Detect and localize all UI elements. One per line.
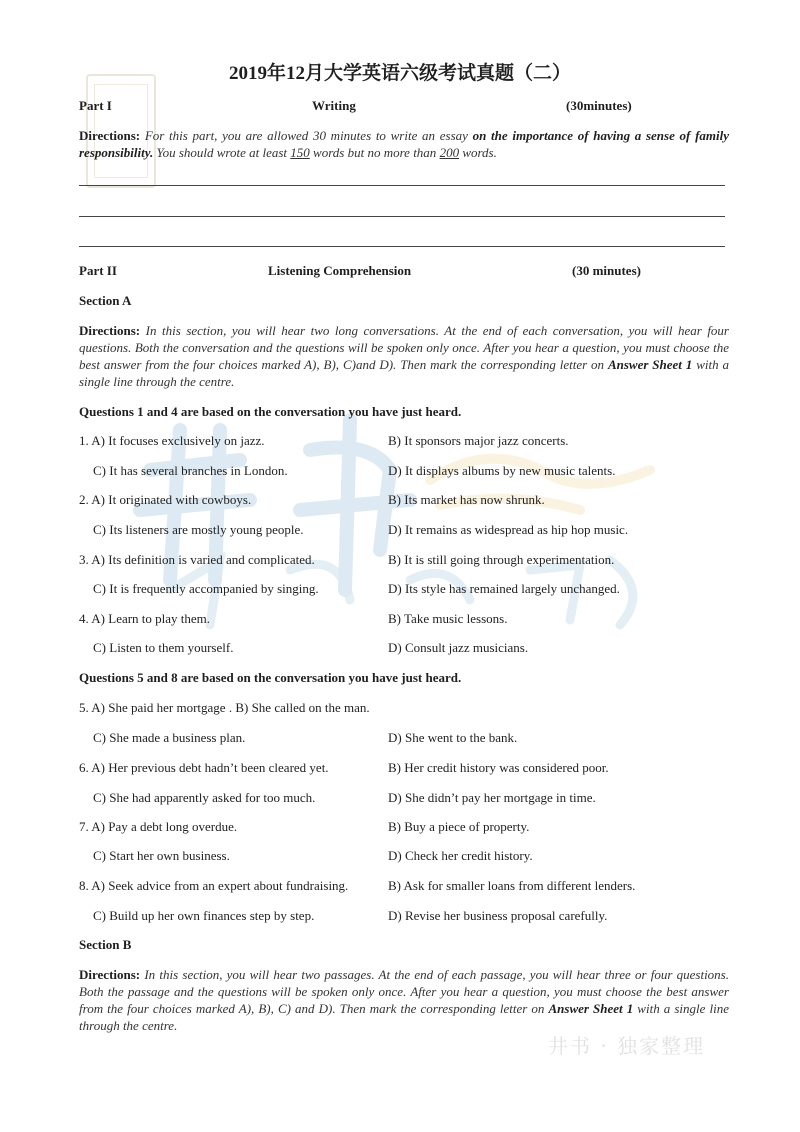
q1-option-d: D) It displays albums by new music talents. [388,463,616,478]
q5-option-c: C) She made a business plan. [93,730,246,745]
q1-option-c: C) It has several branches in London. [93,463,288,478]
q7-option-a: 7. A) Pay a debt long overdue. [79,819,238,834]
q7-option-c: C) Start her own business. [93,848,230,863]
q4-option-a: 4. A) Learn to play them. [79,611,211,626]
q3-option-c: C) It is frequently accompanied by singing. [93,581,319,596]
section-b-directions: Directions: In this section, you will hear two passages. At the end of each passage, you will hear three or four questions. Both the passage and the questions will be spoken only once. After you hear a question, you must choose the best answer from the four choices marked A), B), C) and D). Then mark the corresponding letter on Answer Sheet 1 with a single line through the centre. [79,967,729,1033]
essay-topic: on the importance of having a sense of family responsibility. [79,128,729,160]
answer-sheet-ref: Answer Sheet 1 [548,1001,634,1016]
part2-time: (30 minutes) [572,263,641,278]
page-title: 2019年12月大学英语六级考试真题（二） [228,63,571,84]
section-a-directions: Directions: In this section, you will hear two long conversations. At the end of each conversation, you will hear four questions. Both the conversation and the questions will be spoken only once. After you hear a question, you must choose the best answer from the four choices marked A), B), C)and D). Then mark the corresponding letter on Answer Sheet 1 with a single line through the centre. [79,323,729,389]
part1-label: Part I [79,98,112,113]
q8-option-a: 8. A) Seek advice from an expert about fundraising. [79,878,349,893]
min-words: 150 [290,145,310,160]
q2-option-c: C) Its listeners are mostly young people. [93,522,304,537]
question-group-heading: Questions 5 and 8 are based on the conversation you have just heard. [79,670,462,685]
q3-option-b: B) It is still going through experimentation. [388,552,615,567]
q1-option-a: 1. A) It focuses exclusively on jazz. [79,433,265,448]
answer-line [79,185,725,186]
q7-option-d: D) Check her credit history. [388,848,533,863]
section-b-label: Section B [79,937,132,952]
q8-option-d: D) Revise her business proposal carefully. [388,908,608,923]
max-words: 200 [439,145,460,160]
q4-option-d: D) Consult jazz musicians. [388,640,529,655]
q1-option-b: B) It sponsors major jazz concerts. [388,433,569,448]
part1-directions: Directions: For this part, you are allowed 30 minutes to write an essay on the importance of having a sense of family responsibility. You should wrote at least 150 words but no more than 200 words. [79,128,729,160]
q7-option-b: B) Buy a piece of property. [388,819,530,834]
answer-line [79,216,725,217]
q6-option-a: 6. A) Her previous debt hadn’t been cleared yet. [79,760,329,775]
directions-label: Directions: [79,128,141,143]
q6-option-b: B) Her credit history was considered poor. [388,760,609,775]
answer-line [79,246,725,247]
q6-option-d: D) She didn’t pay her mortgage in time. [388,790,596,805]
section-a-label: Section A [79,293,132,308]
q2-option-a: 2. A) It originated with cowboys. [79,492,252,507]
question-group-heading: Questions 1 and 4 are based on the conversation you have just heard. [79,404,462,419]
q4-option-c: C) Listen to them yourself. [93,640,234,655]
q6-option-c: C) She had apparently asked for too much. [93,790,316,805]
watermark-text: 井书 · 独家整理 [548,1034,706,1058]
q4-option-b: B) Take music lessons. [388,611,508,626]
part2-name: Listening Comprehension [268,263,412,278]
directions-label: Directions: [79,967,141,982]
q8-option-b: B) Ask for smaller loans from different lenders. [388,878,636,893]
directions-label: Directions: [79,323,141,338]
q3-option-a: 3. A) Its definition is varied and complicated. [79,552,315,567]
q5-option-d: D) She went to the bank. [388,730,518,745]
q8-option-c: C) Build up her own finances step by step. [93,908,315,923]
q5-option-ab: 5. A) She paid her mortgage . B) She called on the man. [79,700,370,715]
part1-time: (30minutes) [566,98,632,113]
part2-label: Part II [79,263,117,278]
q2-option-d: D) It remains as widespread as hip hop music. [388,522,629,537]
q3-option-d: D) Its style has remained largely unchanged. [388,581,620,596]
answer-sheet-ref: Answer Sheet 1 [607,357,693,372]
q2-option-b: B) Its market has now shrunk. [388,492,545,507]
part1-name: Writing [312,98,356,113]
